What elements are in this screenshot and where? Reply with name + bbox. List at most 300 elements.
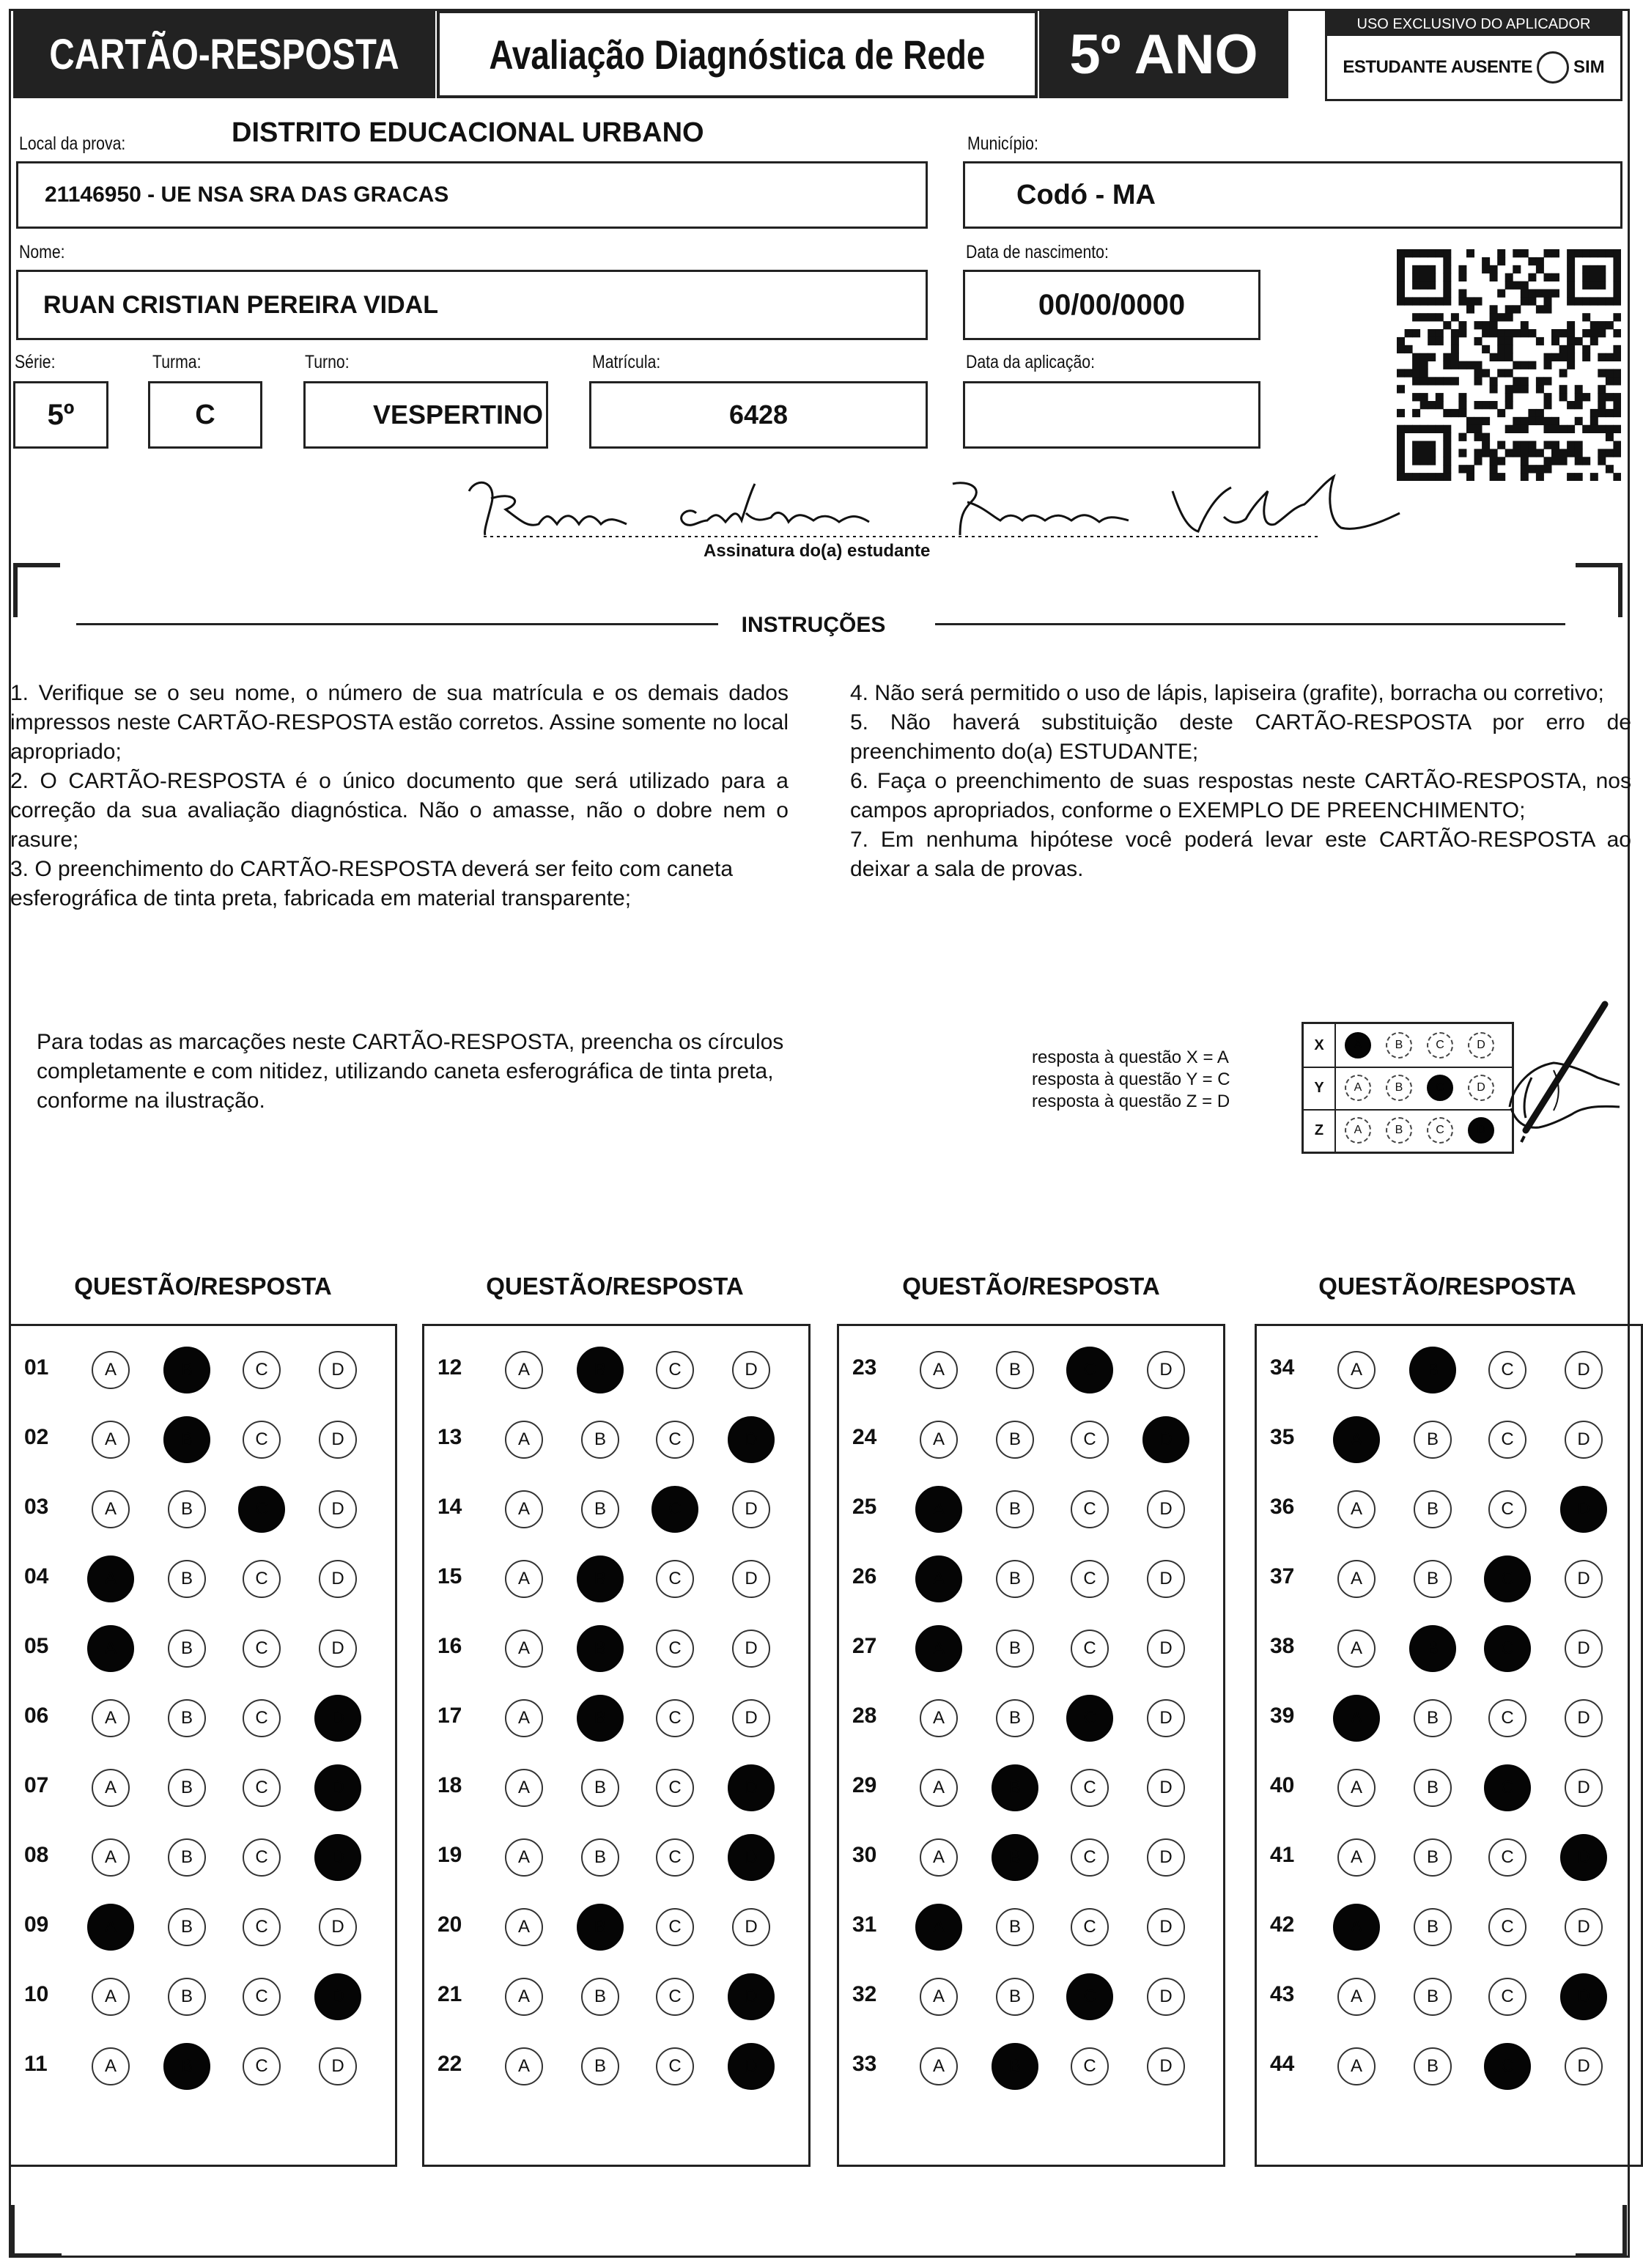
- question-number: 38: [1270, 1634, 1295, 1658]
- answer-bubble-a[interactable]: A: [92, 1978, 130, 2016]
- answer-bubble-d[interactable]: D: [728, 1834, 775, 1881]
- question-row: [11, 1484, 395, 1528]
- answer-bubble-b[interactable]: B: [996, 1421, 1034, 1459]
- answer-bubble-d[interactable]: D: [319, 1908, 357, 1946]
- answer-bubble-d[interactable]: D: [1565, 1351, 1603, 1389]
- answer-bubble-d[interactable]: D: [314, 1834, 361, 1881]
- answer-bubble-a[interactable]: A: [920, 1351, 958, 1389]
- answer-bubble-c[interactable]: C: [243, 1978, 281, 2016]
- example-bubble-c: C: [1427, 1075, 1453, 1101]
- answer-bubble-c[interactable]: C: [243, 1560, 281, 1598]
- answer-bubble-b[interactable]: B: [992, 2043, 1038, 2090]
- question-number: 16: [437, 1634, 462, 1658]
- answer-bubble-d[interactable]: D: [732, 1699, 770, 1737]
- answer-bubble-b[interactable]: B: [163, 2043, 210, 2090]
- grade-badge: [1039, 10, 1288, 98]
- question-number: 02: [24, 1425, 49, 1449]
- answers-column-title: QUESTÃO/RESPOSTA: [486, 1273, 744, 1300]
- answer-bubble-a[interactable]: A: [505, 1490, 543, 1528]
- question-number: 36: [1270, 1495, 1295, 1519]
- answer-bubble-b[interactable]: B: [581, 1838, 619, 1877]
- question-row: [424, 1902, 808, 1946]
- answer-bubble-b[interactable]: B: [581, 2047, 619, 2085]
- question-row: [839, 1763, 1223, 1807]
- question-row: [11, 1345, 395, 1389]
- absent-bubble[interactable]: [1537, 51, 1569, 84]
- answer-bubble-b[interactable]: B: [996, 1351, 1034, 1389]
- legend-line: resposta à questão X = A: [1032, 1048, 1229, 1067]
- fill-example-text: Para todas as marcações neste CARTÃO-RESPOSTA, preencha os círculos completamente e com nitidez, utilizando caneta esferográfica de tinta preta, conforme na ilustração.: [37, 1030, 784, 1113]
- answer-bubble-c[interactable]: C: [656, 1560, 694, 1598]
- shift-label: Turno:: [305, 352, 350, 372]
- question-number: 08: [24, 1843, 49, 1867]
- answer-bubble-d[interactable]: D: [1565, 1908, 1603, 1946]
- question-number: 23: [852, 1355, 877, 1380]
- question-row: [11, 1902, 395, 1946]
- legend-line: resposta à questão Z = D: [1032, 1091, 1230, 1111]
- grade-label: Série:: [15, 352, 56, 372]
- answer-bubble-b[interactable]: B: [581, 1769, 619, 1807]
- answer-bubble-c[interactable]: C: [1066, 1973, 1113, 2020]
- answer-bubble-b[interactable]: B: [581, 1421, 619, 1459]
- name-field: [16, 270, 928, 340]
- answer-bubble-c[interactable]: C: [238, 1486, 285, 1533]
- answer-bubble-b[interactable]: B: [577, 1695, 624, 1742]
- answer-bubble-d[interactable]: D: [1142, 1416, 1189, 1463]
- answer-bubble-d[interactable]: D: [1147, 1630, 1185, 1668]
- question-number: 43: [1270, 1982, 1295, 2006]
- corner-mark-tl-v: [13, 563, 18, 617]
- answer-bubble-b[interactable]: B: [168, 1838, 206, 1877]
- answer-bubble-b[interactable]: B: [577, 1347, 624, 1393]
- corner-mark-tr-h: [1576, 563, 1622, 567]
- answer-bubble-a[interactable]: A: [1337, 1838, 1376, 1877]
- question-row: [839, 1554, 1223, 1598]
- shift-value: VESPERTINO: [372, 400, 543, 430]
- answer-bubble-c[interactable]: C: [1071, 1838, 1109, 1877]
- question-row: [11, 1972, 395, 2016]
- answer-bubble-d[interactable]: D: [1147, 1560, 1185, 1598]
- answer-bubble-d[interactable]: D: [1560, 1834, 1607, 1881]
- answer-bubble-b[interactable]: B: [581, 1490, 619, 1528]
- answer-bubble-c[interactable]: C: [243, 2047, 281, 2085]
- answer-bubble-d[interactable]: D: [1565, 1421, 1603, 1459]
- answer-bubble-a[interactable]: A: [505, 1351, 543, 1389]
- instructions-title: INSTRUÇÕES: [741, 613, 886, 637]
- birth-label: Data de nascimento:: [966, 242, 1109, 262]
- birth-value: 00/00/0000: [1038, 288, 1186, 321]
- grade-field: [13, 381, 108, 449]
- enrollment-label: Matrícula:: [592, 352, 661, 372]
- answer-bubble-d[interactable]: D: [314, 1973, 361, 2020]
- answer-bubble-c[interactable]: C: [651, 1486, 698, 1533]
- answer-bubble-d[interactable]: D: [1565, 2047, 1603, 2085]
- answer-bubble-b[interactable]: B: [992, 1764, 1038, 1811]
- answer-bubble-a[interactable]: A: [920, 2047, 958, 2085]
- question-row: [1257, 1415, 1641, 1459]
- answer-bubble-c[interactable]: C: [1071, 1630, 1109, 1668]
- example-bubble-b: B: [1386, 1075, 1412, 1101]
- grade-badge-text: 5º ANO: [1069, 23, 1258, 86]
- answer-bubble-a[interactable]: A: [92, 1769, 130, 1807]
- question-row: [11, 1763, 395, 1807]
- student-signature: [454, 462, 1407, 550]
- question-row: [839, 1484, 1223, 1528]
- question-row: [424, 1484, 808, 1528]
- question-row: [839, 1345, 1223, 1389]
- answer-bubble-d[interactable]: D: [728, 2043, 775, 2090]
- answer-bubble-a[interactable]: A: [915, 1555, 962, 1602]
- question-row: [11, 2041, 395, 2085]
- question-number: 40: [1270, 1773, 1295, 1797]
- answer-bubble-d[interactable]: D: [319, 1490, 357, 1528]
- question-row: [1257, 1833, 1641, 1877]
- answer-bubble-a[interactable]: A: [92, 2047, 130, 2085]
- question-row: [424, 1624, 808, 1668]
- example-bubble-a: A: [1345, 1117, 1371, 1144]
- answer-bubble-a[interactable]: A: [1337, 2047, 1376, 2085]
- answer-bubble-c[interactable]: C: [1484, 1555, 1531, 1602]
- answer-bubble-c[interactable]: C: [1066, 1695, 1113, 1742]
- answer-bubble-a[interactable]: A: [505, 1630, 543, 1668]
- question-row: [839, 1693, 1223, 1737]
- answer-bubble-c[interactable]: C: [656, 1978, 694, 2016]
- applicator-box: [1325, 10, 1622, 101]
- answer-bubble-b[interactable]: B: [996, 1490, 1034, 1528]
- answer-bubble-c[interactable]: C: [1071, 1421, 1109, 1459]
- answer-bubble-a[interactable]: A: [1333, 1695, 1380, 1742]
- answer-bubble-b[interactable]: B: [1409, 1347, 1456, 1393]
- question-number: 26: [852, 1564, 877, 1588]
- answer-bubble-d[interactable]: D: [314, 1764, 361, 1811]
- answer-bubble-b[interactable]: B: [1414, 1978, 1452, 2016]
- answer-bubble-b[interactable]: B: [996, 1978, 1034, 2016]
- legend-line: resposta à questão Y = C: [1032, 1069, 1230, 1089]
- answer-bubble-c[interactable]: C: [656, 1421, 694, 1459]
- corner-mark-tl-h: [13, 563, 60, 567]
- corner-mark-br-v: [1622, 2205, 1627, 2258]
- answer-bubble-a[interactable]: A: [920, 1838, 958, 1877]
- answer-bubble-a[interactable]: A: [915, 1625, 962, 1672]
- answer-bubble-c[interactable]: C: [1071, 1769, 1109, 1807]
- example-bubble-c: C: [1427, 1117, 1453, 1144]
- answer-bubble-a[interactable]: A: [1333, 1904, 1380, 1951]
- instructions-right: [850, 679, 1631, 884]
- answer-bubble-a[interactable]: A: [920, 1699, 958, 1737]
- question-row: [424, 1972, 808, 2016]
- example-bubble-b: B: [1386, 1117, 1412, 1144]
- name-value: RUAN CRISTIAN PEREIRA VIDAL: [43, 290, 438, 319]
- answer-bubble-a[interactable]: A: [92, 1351, 130, 1389]
- answer-bubble-a[interactable]: A: [1337, 1490, 1376, 1528]
- answer-bubble-d[interactable]: D: [319, 2047, 357, 2085]
- answer-bubble-d[interactable]: D: [1147, 1699, 1185, 1737]
- answer-bubble-a[interactable]: A: [92, 1421, 130, 1459]
- answer-bubble-d[interactable]: D: [732, 1560, 770, 1598]
- answer-bubble-b[interactable]: B: [168, 1769, 206, 1807]
- answer-bubble-b[interactable]: B: [996, 1699, 1034, 1737]
- answer-bubble-c[interactable]: C: [1488, 1699, 1526, 1737]
- answer-bubble-d[interactable]: D: [1565, 1699, 1603, 1737]
- answer-bubble-a[interactable]: A: [87, 1555, 134, 1602]
- answer-bubble-a[interactable]: A: [1337, 1630, 1376, 1668]
- name-label: Nome:: [19, 242, 65, 262]
- question-number: 14: [437, 1495, 462, 1519]
- question-row: [424, 1415, 808, 1459]
- answer-bubble-d[interactable]: D: [319, 1351, 357, 1389]
- question-number: 44: [1270, 2052, 1295, 2076]
- answer-bubble-d[interactable]: D: [1560, 1973, 1607, 2020]
- answer-bubble-c[interactable]: C: [1488, 1490, 1526, 1528]
- answer-bubble-a[interactable]: A: [920, 1978, 958, 2016]
- answer-bubble-c[interactable]: C: [243, 1838, 281, 1877]
- question-number: 37: [1270, 1564, 1295, 1588]
- answer-bubble-d[interactable]: D: [732, 1490, 770, 1528]
- question-number: 20: [437, 1912, 462, 1937]
- answer-bubble-d[interactable]: D: [732, 1630, 770, 1668]
- answer-bubble-a[interactable]: A: [1337, 1560, 1376, 1598]
- pen-hand-illustration: [1480, 997, 1627, 1151]
- example-row-label: Y: [1304, 1067, 1336, 1109]
- answer-bubble-d[interactable]: D: [314, 1695, 361, 1742]
- answer-bubble-c[interactable]: C: [243, 1908, 281, 1946]
- answer-bubble-c[interactable]: C: [243, 1630, 281, 1668]
- question-number: 21: [437, 1982, 462, 2006]
- answer-bubble-d[interactable]: D: [728, 1416, 775, 1463]
- answer-bubble-b[interactable]: B: [577, 1625, 624, 1672]
- answer-bubble-b[interactable]: B: [168, 1630, 206, 1668]
- instruction-item: 7. Em nenhuma hipótese você poderá levar este CARTÃO-RESPOSTA ao deixar a sala de provas.: [850, 828, 1631, 881]
- school-value: 21146950 - UE NSA SRA DAS GRACAS: [45, 183, 449, 207]
- question-row: [1257, 1902, 1641, 1946]
- answer-bubble-a[interactable]: A: [505, 1421, 543, 1459]
- instructions-rule-left: [76, 623, 718, 625]
- question-row: [424, 1833, 808, 1877]
- corner-mark-br-h: [1576, 2253, 1627, 2258]
- answer-bubble-a[interactable]: A: [915, 1904, 962, 1951]
- answer-bubble-a[interactable]: A: [92, 1699, 130, 1737]
- answers-column-title: QUESTÃO/RESPOSTA: [1318, 1273, 1576, 1300]
- answer-bubble-a[interactable]: A: [505, 1769, 543, 1807]
- question-number: 10: [24, 1982, 49, 2006]
- answer-bubble-a[interactable]: A: [1337, 1978, 1376, 2016]
- question-number: 15: [437, 1564, 462, 1588]
- question-row: [1257, 1345, 1641, 1389]
- application-date-field[interactable]: [963, 381, 1260, 449]
- question-row: [1257, 2041, 1641, 2085]
- answer-bubble-c[interactable]: C: [1071, 1908, 1109, 1946]
- fill-example-legend: [1032, 1047, 1230, 1113]
- question-number: 32: [852, 1982, 877, 2006]
- answer-bubble-a[interactable]: A: [505, 2047, 543, 2085]
- answer-column: [422, 1324, 811, 2167]
- answer-bubble-a[interactable]: A: [505, 1838, 543, 1877]
- question-number: 35: [1270, 1425, 1295, 1449]
- answer-bubble-c[interactable]: C: [1484, 2043, 1531, 2090]
- answer-bubble-d[interactable]: D: [1147, 1769, 1185, 1807]
- answer-bubble-c[interactable]: C: [243, 1421, 281, 1459]
- answer-bubble-b[interactable]: B: [996, 1630, 1034, 1668]
- answer-bubble-b[interactable]: B: [168, 1908, 206, 1946]
- class-field: [148, 381, 262, 449]
- example-bubble-d: D: [1468, 1032, 1494, 1058]
- question-row: [1257, 1693, 1641, 1737]
- answer-bubble-a[interactable]: A: [505, 1560, 543, 1598]
- answer-bubble-b[interactable]: B: [996, 1908, 1034, 1946]
- answer-bubble-d[interactable]: D: [1147, 1908, 1185, 1946]
- question-number: 42: [1270, 1912, 1295, 1937]
- answer-bubble-d[interactable]: D: [1147, 1351, 1185, 1389]
- answer-bubble-b[interactable]: B: [1414, 1699, 1452, 1737]
- answer-bubble-a[interactable]: A: [505, 1978, 543, 2016]
- answer-bubble-b[interactable]: B: [1409, 1625, 1456, 1672]
- answer-bubble-c[interactable]: C: [656, 1838, 694, 1877]
- question-number: 17: [437, 1704, 462, 1728]
- answer-bubble-a[interactable]: A: [505, 1908, 543, 1946]
- answer-bubble-b[interactable]: B: [1414, 1421, 1452, 1459]
- answer-bubble-c[interactable]: C: [656, 1351, 694, 1389]
- answer-bubble-b[interactable]: B: [577, 1555, 624, 1602]
- answer-bubble-c[interactable]: C: [1484, 1625, 1531, 1672]
- answer-bubble-a[interactable]: A: [1337, 1769, 1376, 1807]
- answer-bubble-a[interactable]: A: [915, 1486, 962, 1533]
- answer-bubble-c[interactable]: C: [243, 1699, 281, 1737]
- card-title-text: CARTÃO-RESPOSTA: [49, 30, 399, 78]
- school-field: [16, 161, 928, 229]
- answer-bubble-a[interactable]: A: [1337, 1351, 1376, 1389]
- question-number: 41: [1270, 1843, 1295, 1867]
- question-row: [11, 1833, 395, 1877]
- question-row: [424, 1345, 808, 1389]
- answer-bubble-b[interactable]: B: [1414, 1490, 1452, 1528]
- answer-bubble-a[interactable]: A: [1333, 1416, 1380, 1463]
- answer-bubble-d[interactable]: D: [1565, 1560, 1603, 1598]
- municipality-value: Codó - MA: [1016, 179, 1156, 210]
- answer-bubble-c[interactable]: C: [656, 1908, 694, 1946]
- answer-bubble-b[interactable]: B: [168, 1699, 206, 1737]
- answer-bubble-c[interactable]: C: [656, 1699, 694, 1737]
- answer-bubble-d[interactable]: D: [1560, 1486, 1607, 1533]
- answer-bubble-a[interactable]: A: [505, 1699, 543, 1737]
- answer-bubble-c[interactable]: C: [1488, 1351, 1526, 1389]
- district-name: DISTRITO EDUCACIONAL URBANO: [232, 117, 704, 148]
- corner-mark-bl-h: [10, 2253, 62, 2258]
- question-row: [839, 1624, 1223, 1668]
- answer-bubble-b[interactable]: B: [163, 1347, 210, 1393]
- answer-bubble-a[interactable]: A: [92, 1838, 130, 1877]
- instruction-item: 4. Não será permitido o uso de lápis, lapiseira (grafite), borracha ou corretivo;: [850, 681, 1604, 705]
- question-number: 29: [852, 1773, 877, 1797]
- question-number: 22: [437, 2052, 462, 2076]
- question-row: [839, 2041, 1223, 2085]
- answer-bubble-b[interactable]: B: [1414, 2047, 1452, 2085]
- example-row-label: Z: [1304, 1109, 1336, 1152]
- question-number: 30: [852, 1843, 877, 1867]
- answer-bubble-d[interactable]: D: [728, 1764, 775, 1811]
- answer-bubble-d[interactable]: D: [319, 1560, 357, 1598]
- answers-column-title: QUESTÃO/RESPOSTA: [902, 1273, 1160, 1300]
- answer-bubble-d[interactable]: D: [732, 1908, 770, 1946]
- answer-bubble-b[interactable]: B: [1414, 1769, 1452, 1807]
- answer-bubble-a[interactable]: A: [87, 1625, 134, 1672]
- municipality-label: Município:: [967, 133, 1038, 154]
- answer-bubble-d[interactable]: D: [732, 1351, 770, 1389]
- answer-bubble-d[interactable]: D: [319, 1421, 357, 1459]
- instruction-item: 3. O preenchimento do CARTÃO-RESPOSTA deverá ser feito com caneta esferográfica de tinta preta, fabricada em material transparente;: [10, 857, 734, 910]
- answer-bubble-b[interactable]: B: [168, 1490, 206, 1528]
- signature-label: Assinatura do(a) estudante: [704, 541, 931, 561]
- answer-bubble-c[interactable]: C: [1071, 2047, 1109, 2085]
- instruction-item: 5. Não haverá substituição deste CARTÃO-RESPOSTA por erro de preenchimento do(a) ESTUDANTE;: [850, 710, 1631, 764]
- answer-bubble-d[interactable]: D: [1147, 1978, 1185, 2016]
- answer-bubble-c[interactable]: C: [1488, 1908, 1526, 1946]
- question-row: [11, 1554, 395, 1598]
- answer-bubble-c[interactable]: C: [1488, 1838, 1526, 1877]
- answer-bubble-d[interactable]: D: [728, 1973, 775, 2020]
- answer-bubble-c[interactable]: C: [243, 1769, 281, 1807]
- question-row: [11, 1693, 395, 1737]
- answer-bubble-b[interactable]: B: [163, 1416, 210, 1463]
- question-row: [11, 1624, 395, 1668]
- answer-bubble-b[interactable]: B: [168, 1560, 206, 1598]
- answer-bubble-b[interactable]: B: [577, 1904, 624, 1951]
- answer-bubble-d[interactable]: D: [1565, 1630, 1603, 1668]
- answer-bubble-b[interactable]: B: [1414, 1908, 1452, 1946]
- answer-bubble-a[interactable]: A: [920, 1421, 958, 1459]
- answer-bubble-c[interactable]: C: [1071, 1490, 1109, 1528]
- answer-bubble-c[interactable]: C: [1488, 1978, 1526, 2016]
- answer-bubble-d[interactable]: D: [1147, 1490, 1185, 1528]
- example-bubble-d: D: [1468, 1117, 1494, 1144]
- answer-bubble-a[interactable]: A: [920, 1769, 958, 1807]
- corner-mark-bl-v: [10, 2205, 15, 2258]
- answer-bubble-c[interactable]: C: [1071, 1560, 1109, 1598]
- answer-bubble-c[interactable]: C: [1488, 1421, 1526, 1459]
- answer-bubble-b[interactable]: B: [1414, 1560, 1452, 1598]
- instructions-left: [10, 679, 789, 913]
- answer-bubble-b[interactable]: B: [168, 1978, 206, 2016]
- answer-bubble-d[interactable]: D: [1565, 1769, 1603, 1807]
- answer-bubble-a[interactable]: A: [92, 1490, 130, 1528]
- question-row: [839, 1833, 1223, 1877]
- instruction-item: 1. Verifique se o seu nome, o número de sua matrícula e os demais dados impressos neste CARTÃO-RESPOSTA estão corretos. Assine somente no local apropriado;: [10, 681, 789, 764]
- question-number: 06: [24, 1704, 49, 1728]
- answer-bubble-c[interactable]: C: [1484, 1764, 1531, 1811]
- answer-bubble-b[interactable]: B: [581, 1978, 619, 2016]
- answer-bubble-c[interactable]: C: [243, 1351, 281, 1389]
- answer-bubble-c[interactable]: C: [656, 1769, 694, 1807]
- answer-bubble-b[interactable]: B: [996, 1560, 1034, 1598]
- question-number: 27: [852, 1634, 877, 1658]
- answer-column: [1255, 1324, 1643, 2167]
- answer-bubble-b[interactable]: B: [992, 1834, 1038, 1881]
- absent-option-label: SIM: [1573, 57, 1605, 77]
- answer-bubble-c[interactable]: C: [1066, 1347, 1113, 1393]
- answer-bubble-c[interactable]: C: [656, 2047, 694, 2085]
- answer-bubble-d[interactable]: D: [319, 1630, 357, 1668]
- question-row: [1257, 1624, 1641, 1668]
- class-value: C: [195, 399, 215, 430]
- example-bubble-a: A: [1345, 1032, 1371, 1058]
- answer-bubble-d[interactable]: D: [1147, 2047, 1185, 2085]
- answer-bubble-c[interactable]: C: [656, 1630, 694, 1668]
- answer-bubble-a[interactable]: A: [87, 1904, 134, 1951]
- question-number: 39: [1270, 1704, 1295, 1728]
- qr-code: [1397, 249, 1621, 481]
- answer-bubble-b[interactable]: B: [1414, 1838, 1452, 1877]
- answer-bubble-d[interactable]: D: [1147, 1838, 1185, 1877]
- question-number: 12: [437, 1355, 462, 1380]
